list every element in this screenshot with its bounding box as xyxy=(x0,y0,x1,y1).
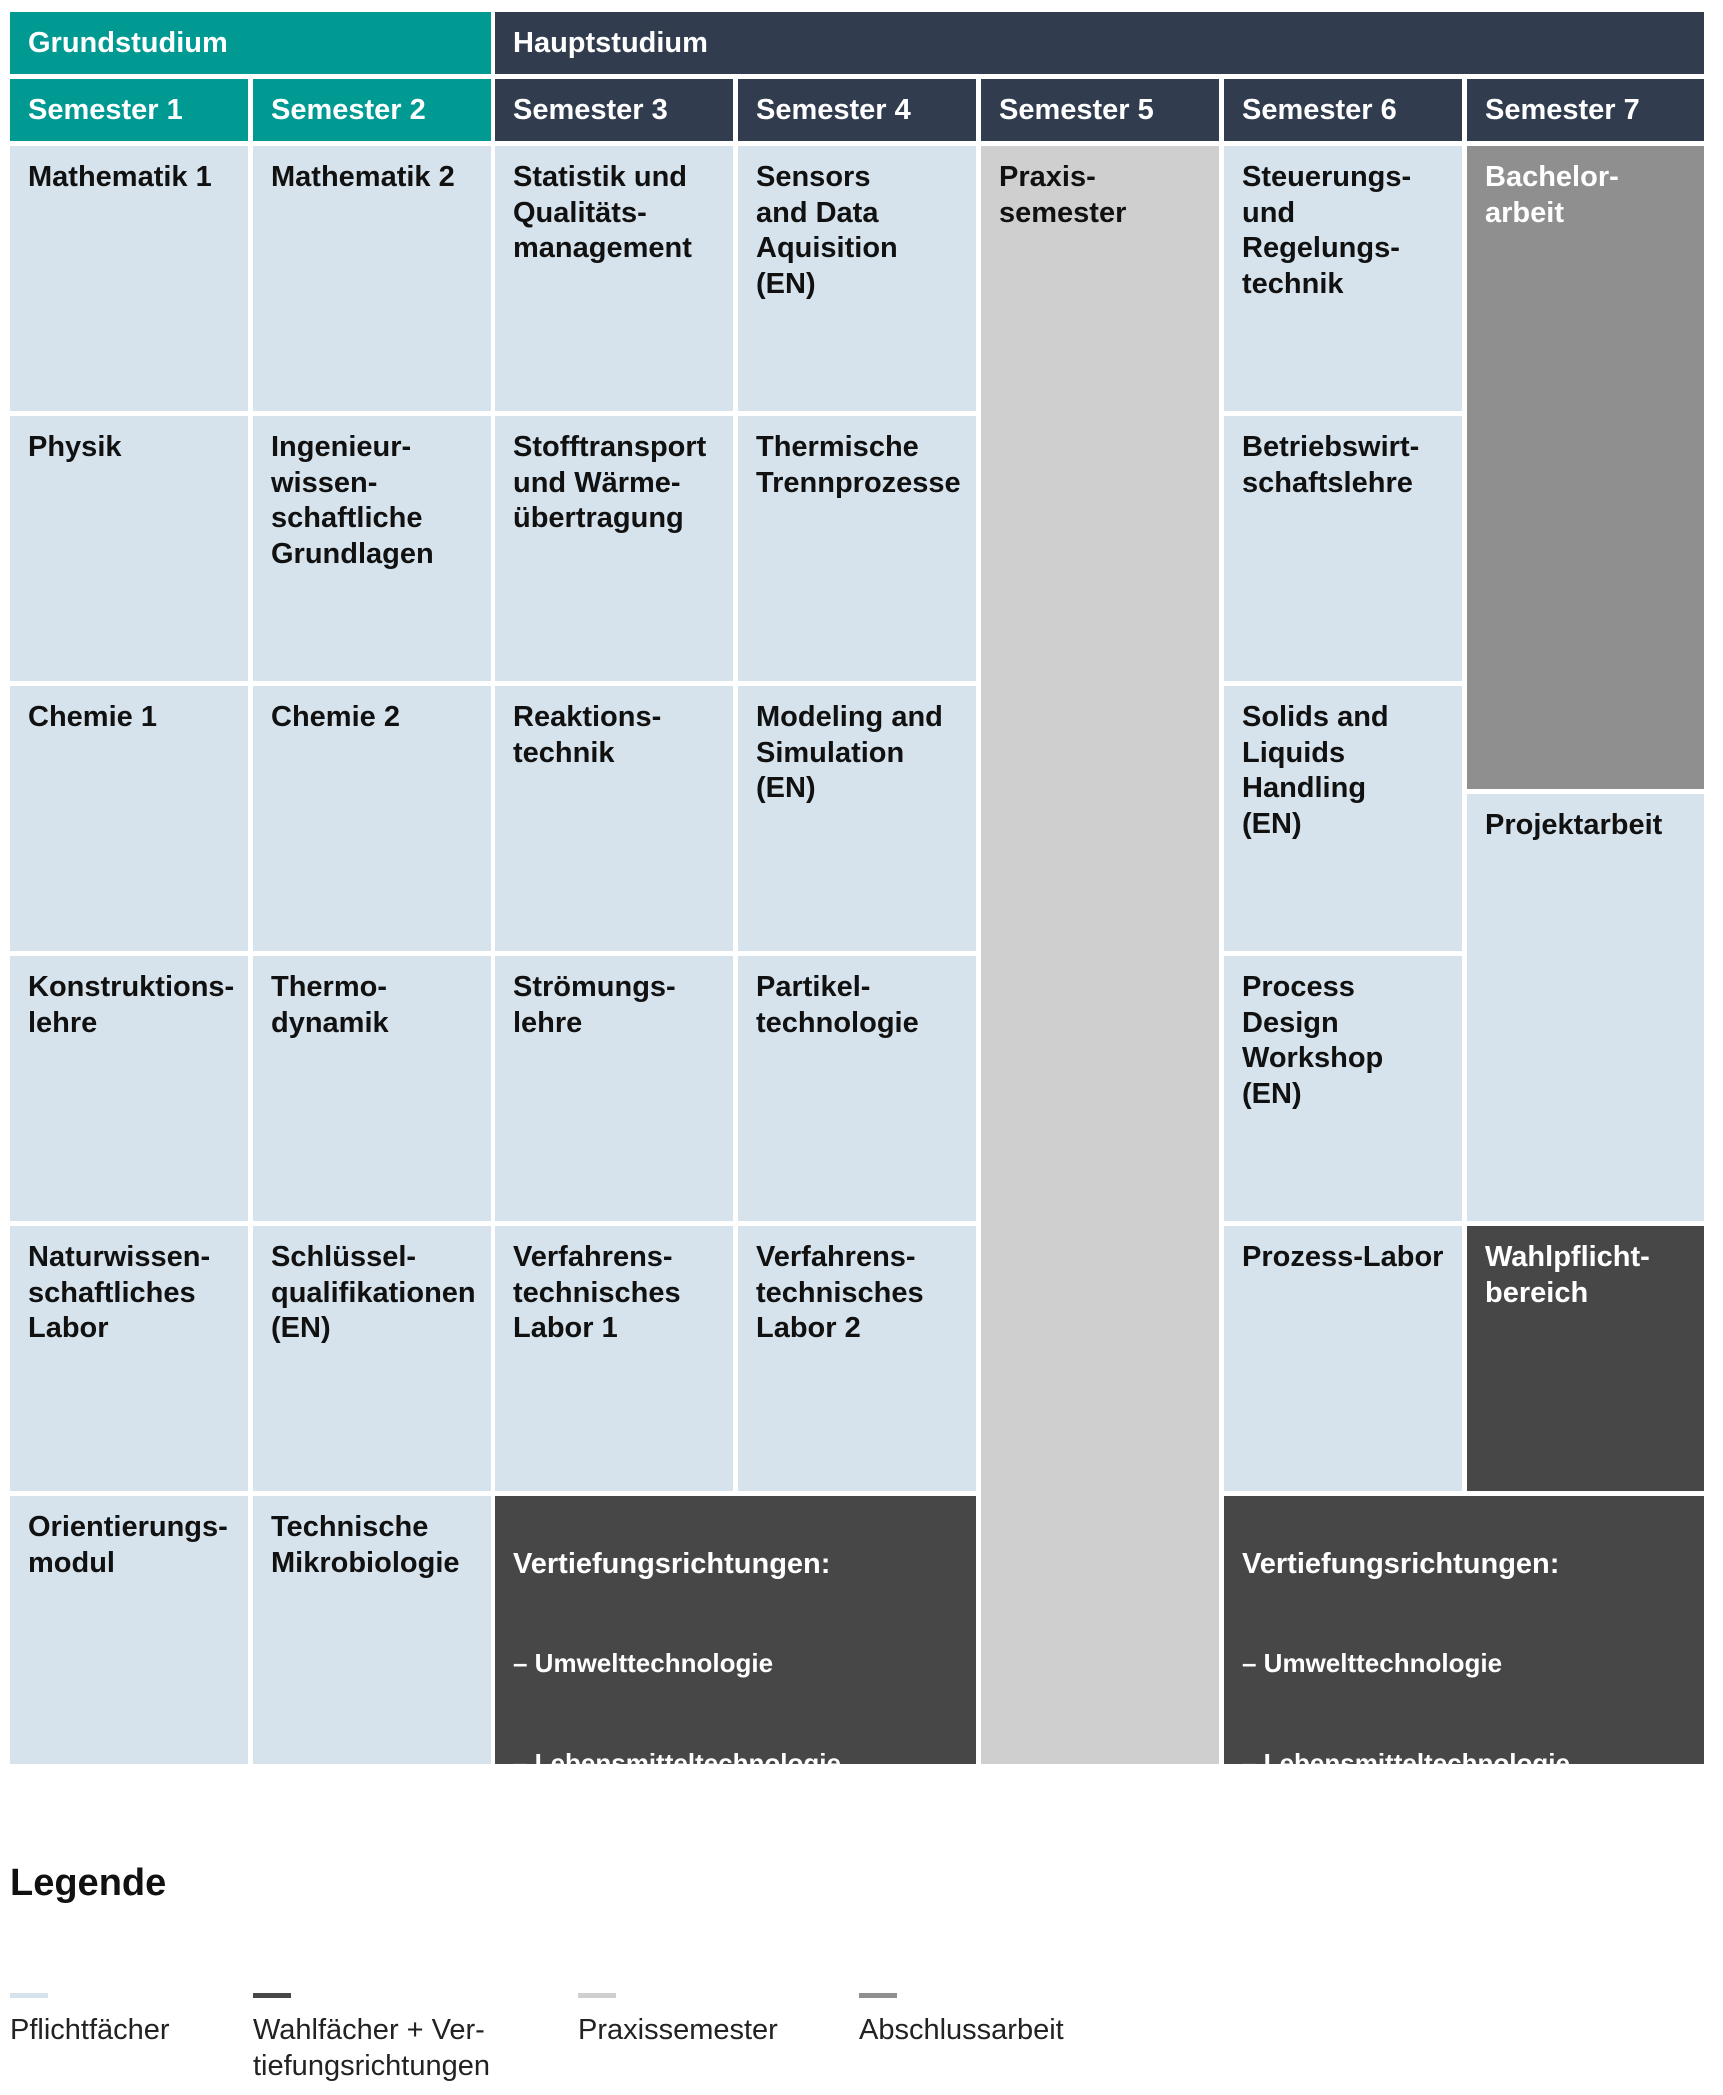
module-s4-2: Thermische Trennprozesse xyxy=(738,416,976,681)
legend-swatch-wahlfaecher xyxy=(253,1993,291,1998)
module-s2-1: Mathematik 2 xyxy=(253,146,491,411)
module-s6-5: Prozess-Labor xyxy=(1224,1226,1462,1491)
legend-title: Legende xyxy=(10,1862,167,1904)
module-s4-4: Partikel- technologie xyxy=(738,956,976,1221)
legend-label-abschlussarbeit: Abschlussarbeit xyxy=(859,2014,1064,2046)
module-s1-4: Konstruktions- lehre xyxy=(10,956,248,1221)
module-s3-3: Reaktions- technik xyxy=(495,686,733,951)
module-s4-5: Verfahrens- technisches Labor 2 xyxy=(738,1226,976,1491)
legend-swatch-praxissemester xyxy=(578,1993,616,1998)
vertiefung-item: – Lebensmitteltechnologie xyxy=(1242,1747,1570,1778)
semester-header-1 xyxy=(10,79,248,141)
module-s7-wahlpflichtbereich: Wahlpflicht- bereich xyxy=(1467,1226,1704,1491)
module-s2-2: Ingenieur- wissen- schaftliche Grundlagen xyxy=(253,416,491,681)
module-s3-5: Verfahrens- technisches Labor 1 xyxy=(495,1226,733,1491)
semester-header-5 xyxy=(981,79,1219,141)
module-s7-bachelorarbeit: Bachelor- arbeit xyxy=(1467,146,1704,789)
module-s7-projektarbeit: Projektarbeit xyxy=(1467,794,1704,1221)
legend-label-praxissemester: Praxissemester xyxy=(578,2014,778,2046)
semester-header-label: Semester 2 xyxy=(271,93,426,126)
vertiefung-item: – Umwelttechnologie xyxy=(1242,1648,1503,1678)
semester-header-3 xyxy=(495,79,733,141)
module-s2-4: Thermo- dynamik xyxy=(253,956,491,1221)
module-s1-6: Orientierungs- modul xyxy=(10,1496,248,1764)
vertiefung-block-s3-s4 xyxy=(495,1496,976,1778)
semester-header-label: Semester 6 xyxy=(1242,93,1397,126)
vertiefung-item: – Umwelttechnologie xyxy=(513,1648,774,1678)
semester-header-4 xyxy=(738,79,976,141)
phase-hauptstudium xyxy=(495,12,1704,74)
module-s2-3: Chemie 2 xyxy=(253,686,491,951)
module-s4-1: Sensors and Data Aquisition (EN) xyxy=(738,146,976,411)
legend-label-wahlfaecher: Wahlfächer + Ver- tiefungsrichtungen xyxy=(253,2014,490,2082)
module-s2-6: Technische Mikrobiologie xyxy=(253,1496,491,1764)
legend-swatch-pflichtfaecher xyxy=(10,1993,48,1998)
phase-grundstudium-label: Grundstudium xyxy=(28,26,228,59)
module-s3-2: Stofftransport und Wärme- übertragung xyxy=(495,416,733,681)
module-s1-3: Chemie 1 xyxy=(10,686,248,951)
module-s1-2: Physik xyxy=(10,416,248,681)
module-s4-3: Modeling and Simulation (EN) xyxy=(738,686,976,951)
module-s6-4: Process Design Workshop (EN) xyxy=(1224,956,1462,1221)
semester-header-label: Semester 7 xyxy=(1485,93,1640,126)
module-s2-5: Schlüssel- qualifikationen (EN) xyxy=(253,1226,491,1491)
semester-header-6 xyxy=(1224,79,1462,141)
semester-header-7 xyxy=(1467,79,1704,141)
module-s3-1: Statistik und Qualitäts- management xyxy=(495,146,733,411)
module-s5-praxissemester: Praxis- semester xyxy=(981,146,1219,1764)
module-s6-2: Betriebswirt- schaftslehre xyxy=(1224,416,1462,681)
legend-label-pflichtfaecher: Pflichtfächer xyxy=(10,2014,170,2046)
module-s3-4: Strömungs- lehre xyxy=(495,956,733,1221)
vertiefung-title: Vertiefungsrichtungen: xyxy=(1242,1547,1560,1580)
phase-hauptstudium-label: Hauptstudium xyxy=(513,26,708,59)
module-s6-3: Solids and Liquids Handling (EN) xyxy=(1224,686,1462,951)
vertiefung-block-s6-s7 xyxy=(1224,1496,1704,1778)
semester-header-label: Semester 4 xyxy=(756,93,911,126)
legend-swatch-abschlussarbeit xyxy=(859,1993,897,1998)
module-s6-1: Steuerungs- und Regelungs- technik xyxy=(1224,146,1462,411)
vertiefung-title: Vertiefungsrichtungen: xyxy=(513,1547,831,1580)
phase-grundstudium xyxy=(10,12,491,74)
semester-header-2 xyxy=(253,79,491,141)
vertiefung-item: – Lebensmitteltechnologie xyxy=(513,1747,841,1778)
semester-header-label: Semester 1 xyxy=(28,93,183,126)
module-s1-1: Mathematik 1 xyxy=(10,146,248,411)
module-s1-5: Naturwissen- schaftliches Labor xyxy=(10,1226,248,1491)
semester-header-label: Semester 3 xyxy=(513,93,668,126)
semester-header-label: Semester 5 xyxy=(999,93,1154,126)
